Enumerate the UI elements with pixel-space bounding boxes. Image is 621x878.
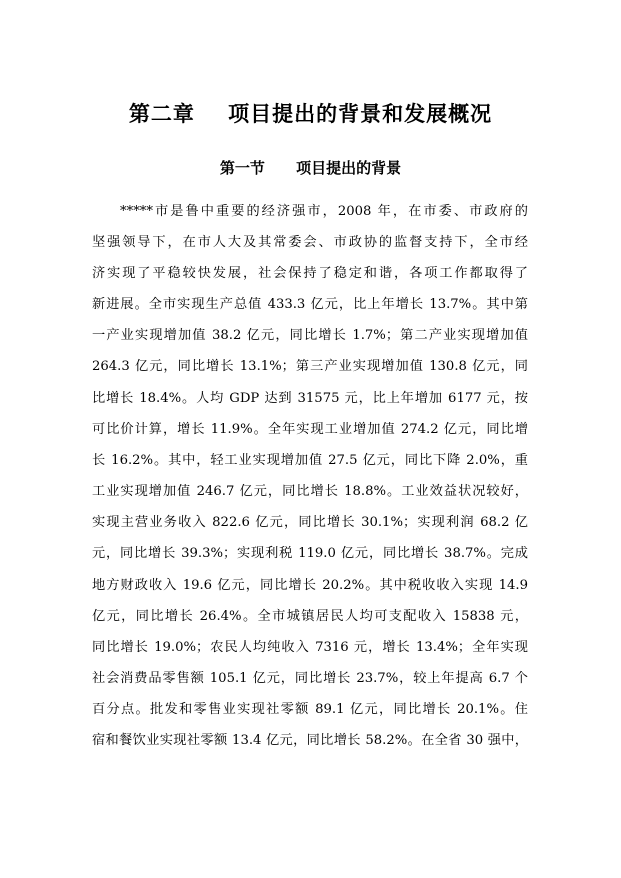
section-title: 第一节 项目提出的背景	[219, 159, 402, 177]
paragraph-line: 社会消费品零售额 105.1 亿元，同比增长 23.7%，较上年提高 6.7 个	[92, 671, 528, 686]
paragraph-line: 264.3 亿元，同比增长 13.1%；第三产业实现增加值 130.8 亿元，同	[92, 359, 528, 374]
paragraph-line: 同比增长 19.0%；农民人均纯收入 7316 元，增长 13.4%；全年实现	[92, 640, 528, 655]
paragraph-line: 实现主营业务收入 822.6 亿元，同比增长 30.1%；实现利润 68.2 亿	[92, 515, 528, 530]
paragraph-line: 元，同比增长 39.3%；实现利税 119.0 亿元，同比增长 38.7%。完成	[92, 546, 528, 561]
paragraph-line: 百分点。批发和零售业实现社零额 89.1 亿元，同比增长 20.1%。住	[92, 702, 528, 717]
paragraph-line: 新进展。全市实现生产总值 433.3 亿元，比上年增长 13.7%。其中第	[92, 297, 528, 312]
paragraph-line: 亿元，同比增长 26.4%。全市城镇居民人均可支配收入 15838 元，	[92, 609, 528, 624]
paragraph-line: 一产业实现增加值 38.2 亿元，同比增长 1.7%；第二产业实现增加值	[92, 328, 528, 343]
chapter-title: 第二章 项目提出的背景和发展概况	[128, 101, 493, 126]
paragraph-line: 宿和餐饮业实现社零额 13.4 亿元，同比增长 58.2%。在全省 30 强中，	[92, 733, 528, 748]
paragraph-line: 工业实现增加值 246.7 亿元，同比增长 18.8%。工业效益状况较好，	[92, 484, 528, 499]
paragraph-line: 地方财政收入 19.6 亿元，同比增长 20.2%。其中税收收入实现 14.9	[92, 578, 528, 593]
paragraph-line: 可比价计算，增长 11.9%。全年实现工业增加值 274.2 亿元，同比增	[92, 422, 528, 437]
paragraph-line: 长 16.2%。其中，轻工业实现增加值 27.5 亿元，同比下降 2.0%，重	[92, 453, 528, 468]
paragraph-line: 坚强领导下，在市人大及其常委会、市政协的监督支持下，全市经	[92, 235, 528, 250]
paragraph-line: 济实现了平稳较快发展，社会保持了稳定和谐，各项工作都取得了	[92, 266, 528, 281]
paragraph-line: *****市是鲁中重要的经济强市，2008 年，在市委、市政府的	[120, 204, 528, 219]
paragraph-line: 比增长 18.4%。人均 GDP 达到 31575 元，比上年增加 6177 元，按	[92, 391, 528, 406]
